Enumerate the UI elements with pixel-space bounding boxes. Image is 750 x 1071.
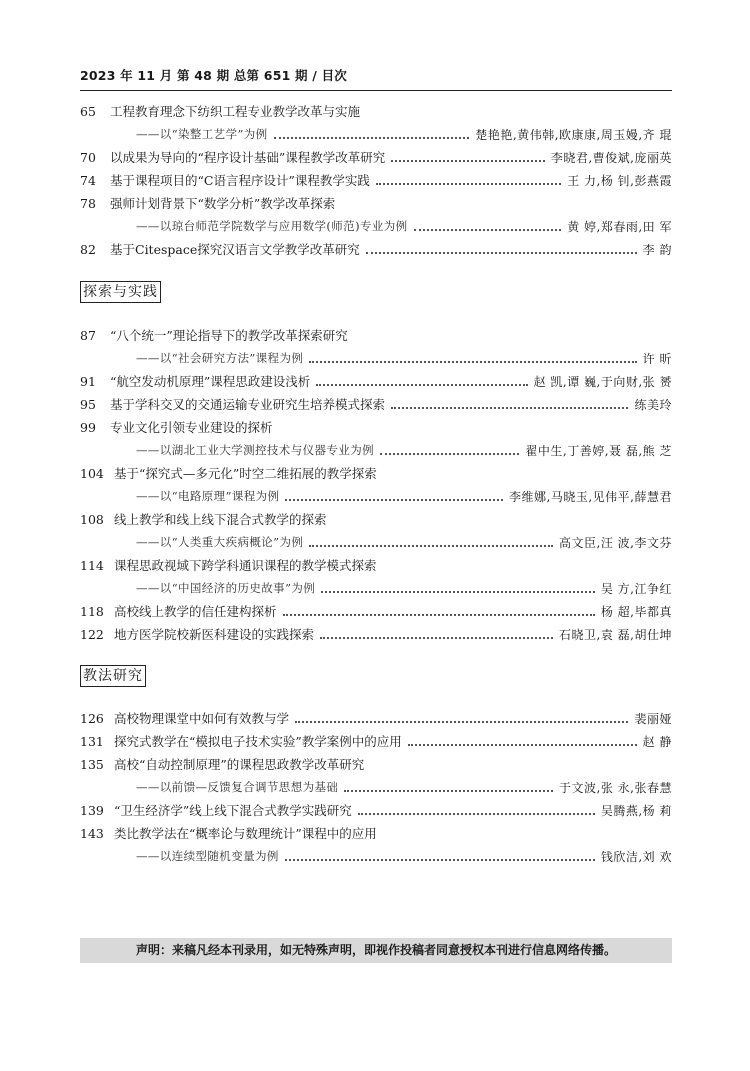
toc-subtitle-entry[interactable]	[136, 486, 672, 506]
page-number: 91	[80, 373, 96, 389]
page-number: 118	[80, 603, 104, 619]
article-subtitle: ——以前馈—反馈复合调节思想为基础	[136, 780, 339, 794]
toc-entry[interactable]	[80, 754, 672, 774]
article-subtitle: ——以“中国经济的历史故事”为例	[136, 581, 316, 595]
article-authors: 赵 凯,谭 巍,于向财,张 赟	[533, 374, 672, 389]
article-subtitle: ——以琼台师范学院数学与应用数学(师范)专业为例	[136, 219, 408, 233]
copyright-notice: 声明：来稿凡经本刊录用，如无特殊声明，即视作投稿者同意授权本刊进行信息网络传播。	[80, 938, 672, 963]
dot-leader	[344, 789, 553, 792]
page-number: 70	[80, 149, 96, 165]
dot-leader	[285, 858, 595, 861]
dot-leader	[380, 452, 519, 455]
article-title: “航空发动机原理”课程思政建设浅析	[110, 374, 311, 389]
article-authors: 裴丽娅	[634, 711, 672, 726]
article-authors: 李晓君,曹俊斌,庞丽英	[550, 150, 672, 165]
toc-subtitle-entry[interactable]	[136, 846, 672, 866]
article-authors: 练美玲	[634, 397, 672, 412]
dot-leader	[285, 498, 503, 501]
toc-entry[interactable]	[80, 624, 672, 644]
article-title: 类比教学法在“概率论与数理统计”课程中的应用	[114, 826, 377, 841]
article-title: 课程思政视域下跨学科通识课程的教学模式探索	[114, 558, 377, 573]
article-title: 地方医学院校新医科建设的实践探索	[114, 627, 315, 642]
toc-entry[interactable]	[80, 823, 672, 843]
toc-subtitle-entry[interactable]	[136, 532, 672, 552]
dot-leader	[274, 136, 470, 139]
toc-entry[interactable]	[80, 193, 672, 213]
dot-leader	[309, 544, 553, 547]
article-title: 工程教育理念下纺织工程专业教学改革与实施	[110, 104, 361, 119]
article-authors: 赵 静	[642, 734, 672, 749]
page-number: 82	[80, 241, 96, 257]
article-title: 专业文化引领专业建设的探析	[110, 420, 273, 435]
article-title: “八个统一”理论指导下的教学改革探索研究	[110, 328, 348, 343]
article-authors: 李 韵	[642, 242, 672, 257]
article-authors: 吴腾燕,杨 莉	[600, 803, 672, 818]
toc-subtitle-entry[interactable]	[136, 124, 672, 144]
article-title: 以成果为导向的“程序设计基础”课程教学改革研究	[110, 150, 386, 165]
toc-entry[interactable]	[80, 371, 672, 391]
page-number: 87	[80, 327, 96, 343]
article-subtitle: ——以湖北工业大学测控技术与仪器专业为例	[136, 443, 374, 457]
page-number: 74	[80, 172, 96, 188]
page-number: 139	[80, 802, 104, 818]
page-number: 122	[80, 626, 104, 642]
page-number: 99	[80, 419, 96, 435]
toc-entry[interactable]	[80, 463, 672, 483]
toc-entry[interactable]	[80, 417, 672, 437]
toc-entry[interactable]	[80, 170, 672, 190]
article-title: 探究式教学在“模拟电子技术实验”教学案例中的应用	[114, 734, 402, 749]
toc-entry[interactable]	[80, 555, 672, 575]
article-authors: 吴 方,江争红	[600, 581, 672, 596]
toc-entry[interactable]	[80, 601, 672, 621]
article-authors: 翟中生,丁善婷,聂 磊,熊 芝	[525, 443, 672, 458]
page-number: 78	[80, 195, 96, 211]
dot-leader	[366, 251, 637, 254]
toc-subtitle-entry[interactable]	[136, 440, 672, 460]
article-subtitle: ——以“社会研究方法”课程为例	[136, 351, 304, 365]
dot-leader	[414, 228, 562, 231]
article-authors: 黄 婷,郑春雨,田 军	[567, 219, 672, 234]
article-subtitle: ——以“染整工艺学”为例	[136, 127, 268, 141]
toc-subtitle-entry[interactable]	[136, 216, 672, 236]
section-heading-exploration: 探索与实践	[80, 281, 161, 303]
article-authors: 王 力,杨 钊,彭燕霞	[567, 173, 672, 188]
dot-leader	[376, 182, 561, 185]
dot-leader	[408, 743, 637, 746]
article-title: 高校“自动控制原理”的课程思政教学改革研究	[114, 757, 365, 772]
page-number: 95	[80, 396, 96, 412]
article-authors: 许 昕	[642, 351, 672, 366]
header-divider	[80, 90, 672, 91]
article-title: 基于学科交叉的交通运输专业研究生培养模式探索	[110, 397, 386, 412]
dot-leader	[309, 360, 636, 363]
article-authors: 于文波,张 永,张春慧	[559, 780, 672, 795]
toc-entry[interactable]	[80, 708, 672, 728]
page-number: 135	[80, 756, 104, 772]
dot-leader	[321, 590, 595, 593]
toc-entry[interactable]	[80, 325, 672, 345]
article-authors: 楚艳艳,黄伟韩,欧康康,周玉嫚,齐 琨	[475, 127, 672, 142]
article-title: 基于“探究式—多元化”时空二维拓展的教学探索	[114, 466, 377, 481]
article-title: 线上教学和线上线下混合式教学的探索	[114, 512, 327, 527]
article-title: 高校线上教学的信任建构探析	[114, 604, 277, 619]
toc-entry[interactable]	[80, 394, 672, 414]
article-authors: 杨 超,毕都真	[600, 604, 672, 619]
issue-header: 2023 年 11 月 第 48 期 总第 651 期 / 目次	[80, 68, 348, 83]
toc-entry[interactable]	[80, 731, 672, 751]
toc-subtitle-entry[interactable]	[136, 578, 672, 598]
article-title: 高校物理课堂中如何有效教与学	[114, 711, 290, 726]
article-title: 基于课程项目的“C语言程序设计”课程教学实践	[110, 173, 370, 188]
dot-leader	[320, 636, 553, 639]
page-number: 104	[80, 465, 104, 481]
toc-subtitle-entry[interactable]	[136, 348, 672, 368]
article-subtitle: ——以“电路原理”课程为例	[136, 489, 280, 503]
article-authors: 李维娜,马晓玉,见伟平,薛慧君	[509, 489, 672, 504]
page-number: 108	[80, 511, 104, 527]
section-heading-teaching-methods: 教法研究	[80, 665, 146, 687]
dot-leader	[391, 406, 628, 409]
page-number: 65	[80, 103, 96, 119]
toc-entry[interactable]	[80, 800, 672, 820]
toc-subtitle-entry[interactable]	[136, 777, 672, 797]
dot-leader	[295, 720, 628, 723]
dot-leader	[283, 613, 595, 616]
page-number: 143	[80, 825, 104, 841]
dot-leader	[316, 383, 527, 386]
article-authors: 钱欣洁,刘 欢	[600, 849, 672, 864]
toc-entry[interactable]	[80, 147, 672, 167]
dot-leader	[391, 159, 545, 162]
toc-entry[interactable]	[80, 101, 672, 121]
article-authors: 高文臣,汪 波,李文芬	[559, 535, 672, 550]
page-number: 114	[80, 557, 104, 573]
toc-entry[interactable]	[80, 509, 672, 529]
article-title: 强师计划背景下“数学分析”教学改革探索	[110, 196, 336, 211]
article-authors: 石晓卫,袁 磊,胡仕坤	[559, 627, 672, 642]
article-title: “卫生经济学”线上线下混合式教学实践研究	[114, 803, 352, 818]
page-number: 126	[80, 710, 104, 726]
article-title: 基于Citespace探究汉语言文学教学改革研究	[110, 242, 360, 257]
toc-entry[interactable]	[80, 239, 672, 259]
article-subtitle: ——以连续型随机变量为例	[136, 849, 279, 863]
article-subtitle: ——以“人类重大疾病概论”为例	[136, 535, 304, 549]
dot-leader	[358, 812, 595, 815]
page-number: 131	[80, 733, 104, 749]
